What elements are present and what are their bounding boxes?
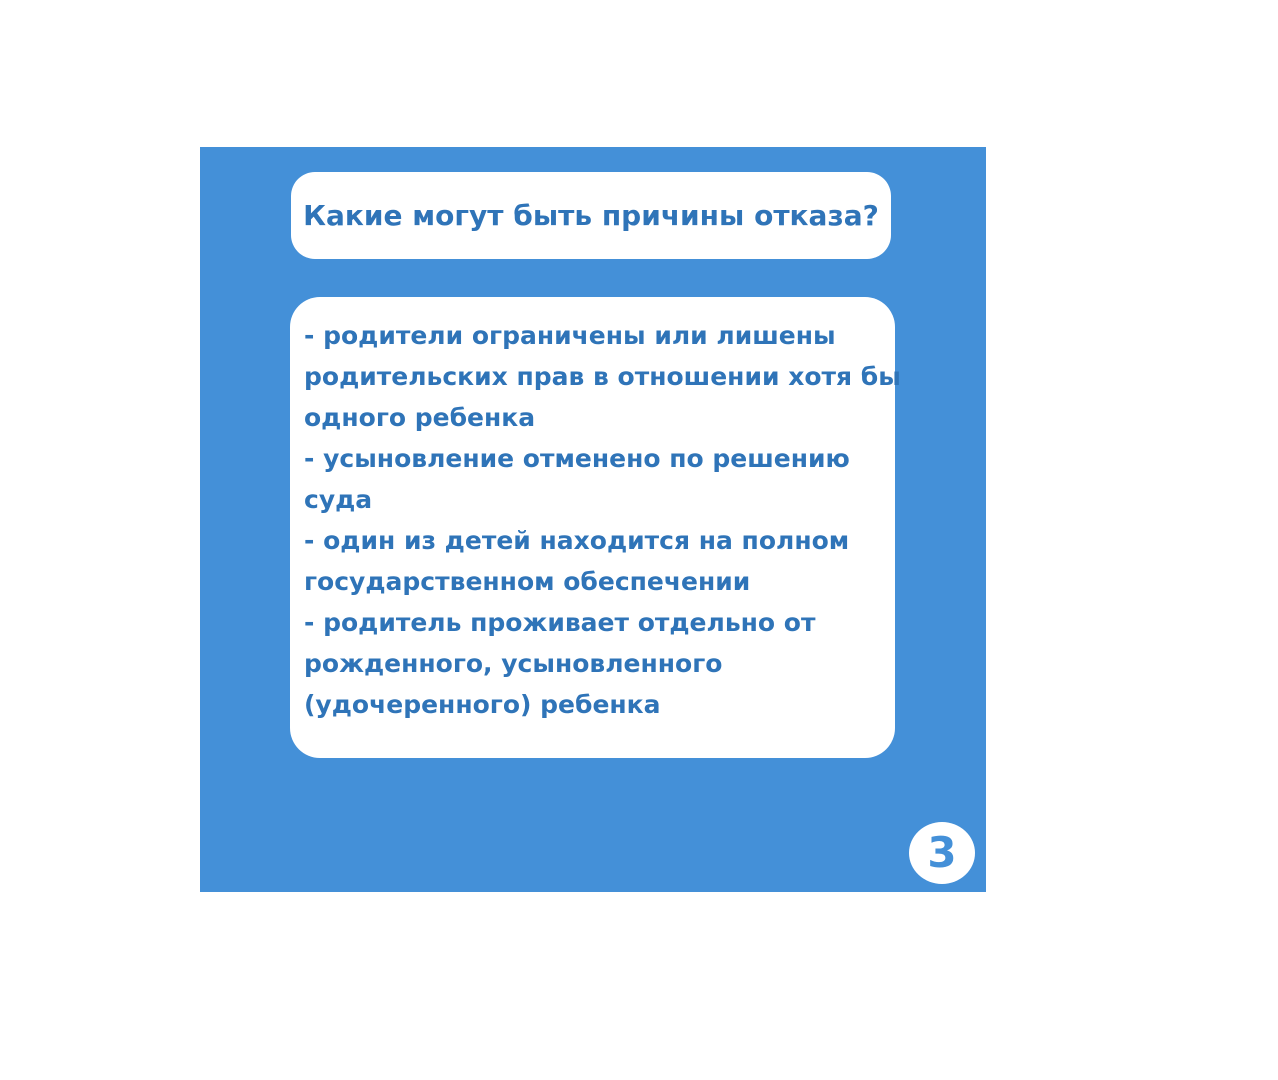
title-box bbox=[291, 172, 891, 259]
list-line: - родитель проживает отдельно от bbox=[304, 608, 816, 637]
list-line: родительских прав в отношении хотя бы bbox=[304, 362, 901, 391]
info-card bbox=[200, 147, 986, 892]
list-line: суда bbox=[304, 485, 373, 514]
card-title: Какие могут быть причины отказа? bbox=[303, 199, 879, 232]
list-line: - один из детей находится на полном bbox=[304, 526, 850, 555]
list-line: - родители ограничены или лишены bbox=[304, 321, 836, 350]
list-line: рожденного, усыновленного bbox=[304, 649, 723, 678]
reasons-list bbox=[290, 297, 901, 758]
page-number: 3 bbox=[927, 828, 957, 877]
list-line: одного ребенка bbox=[304, 403, 536, 432]
page-badge bbox=[909, 822, 975, 884]
list-line: (удочеренного) ребенка bbox=[304, 690, 661, 719]
list-line: государственном обеспечении bbox=[304, 567, 751, 596]
list-line: - усыновление отменено по решению bbox=[304, 444, 850, 473]
